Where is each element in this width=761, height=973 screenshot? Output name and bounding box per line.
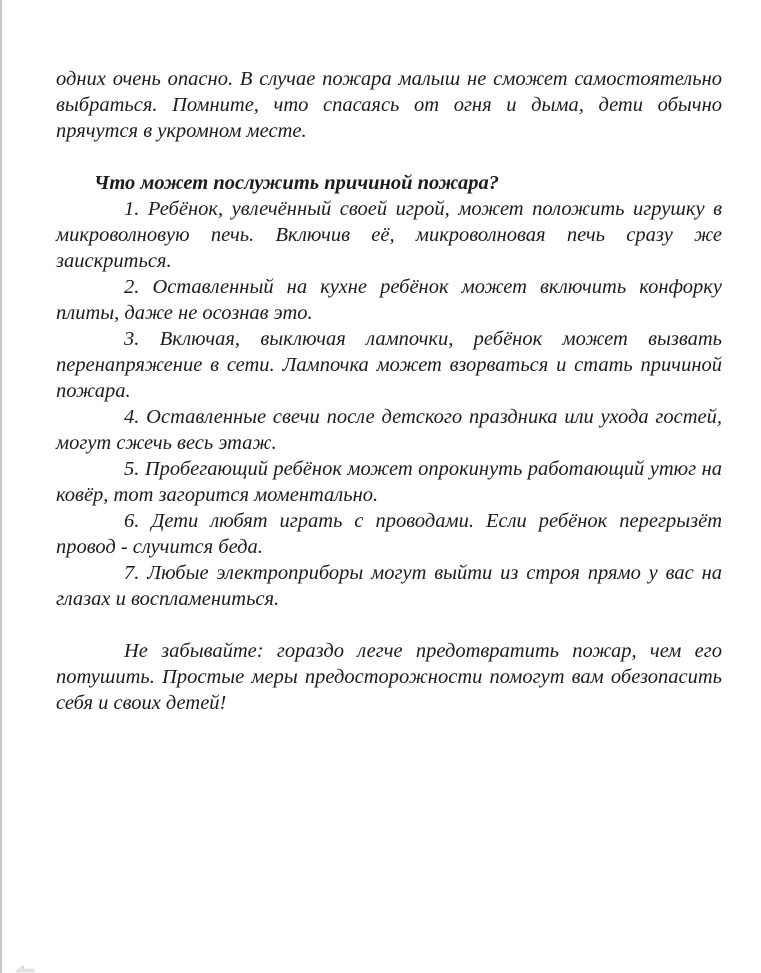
list-item: 6. Дети любят играть с проводами. Если ребёнок перегрызёт провод - случится беда.: [56, 510, 722, 558]
list-item: 1. Ребёнок, увлечённый своей игрой, может положить игрушку в микроволновую печь. Включив её, микроволновая печь сразу же заискриться.: [56, 198, 722, 272]
list-item: 5. Пробегающий ребёнок может опрокинуть работающий утюг на ковёр, тот загорится моментально.: [56, 458, 722, 506]
document-body: [56, 66, 722, 716]
list-item: 2. Оставленный на кухне ребёнок может включить конфорку плиты, даже не осознав это.: [56, 276, 722, 324]
list-item: 3. Включая, выключая лампочки, ребёнок может вызвать перенапряжение в сети. Лампочка может взорваться и стать причиной пожара.: [56, 328, 722, 402]
arrow-left-icon[interactable]: [14, 965, 36, 973]
list-item: 7. Любые электроприборы могут выйти из строя прямо у вас на глазах и воспламениться.: [56, 562, 722, 610]
paragraph-spacer: [56, 144, 722, 170]
section-heading: Что может послужить причиной пожара?: [94, 172, 500, 194]
paragraph-spacer: [56, 612, 722, 638]
closing-paragraph: Не забывайте: гораздо легче предотвратить пожар, чем его потушить. Простые меры предосторожности помогут вам обезопасить себя и своих детей!: [56, 640, 722, 714]
list-item: 4. Оставленные свечи после детского праздника или ухода гостей, могут сжечь весь этаж.: [56, 406, 722, 454]
intro-paragraph: одних очень опасно. В случае пожара малыш не сможет самостоятельно выбраться. Помните, что спасаясь от огня и дыма, дети обычно прячутся в укромном месте.: [56, 68, 722, 142]
